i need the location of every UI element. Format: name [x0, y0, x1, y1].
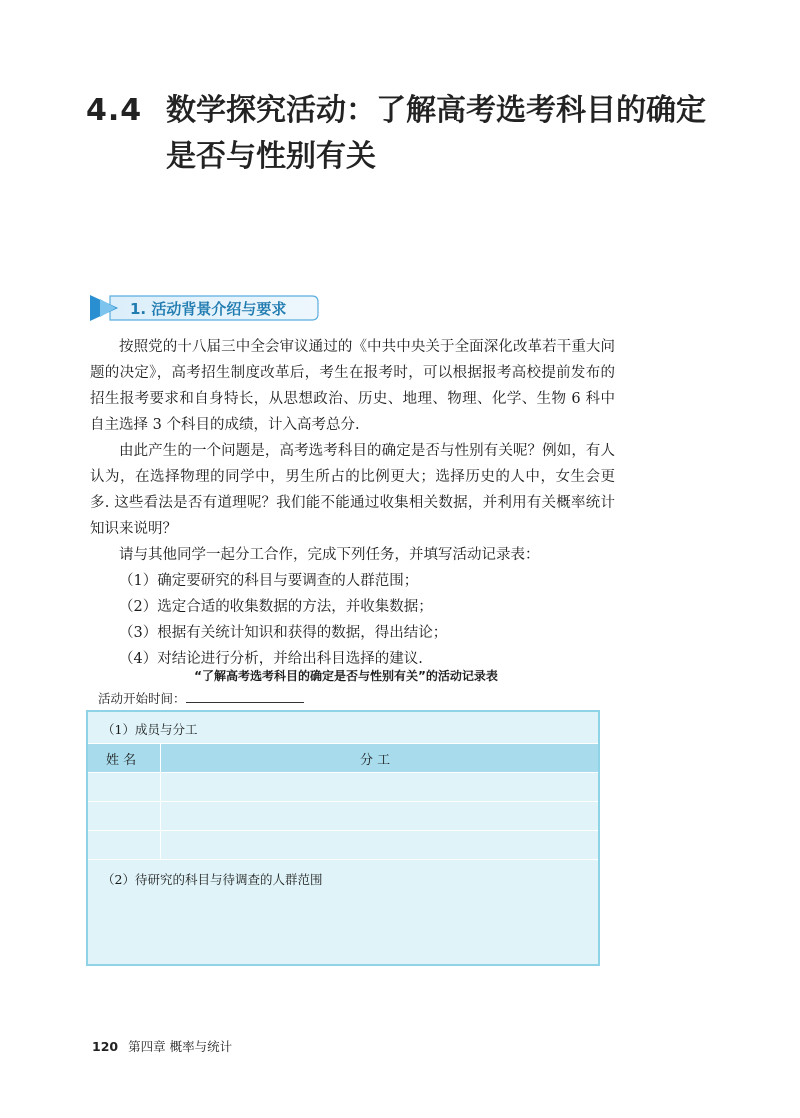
- lesson-title-line2: 是否与性别有关: [166, 139, 376, 174]
- lesson-title: [86, 88, 706, 180]
- task-item: （2）选定合适的收集数据的方法，并收集数据；: [119, 599, 433, 615]
- scope-section-label: （2）待研究的科目与待调查的人群范围: [102, 872, 323, 887]
- body-text: [90, 334, 615, 672]
- paragraph: 请与其他同学一起分工合作，完成下列任务，并填写活动记录表：: [119, 547, 540, 563]
- activity-record-table: [86, 710, 600, 966]
- table-row[interactable]: [88, 772, 598, 802]
- lesson-title-line1: 数学探究活动：了解高考选考科目的确定: [166, 93, 706, 128]
- task-column-header: 分 工: [360, 753, 391, 768]
- paragraph: 由此产生的一个问题是，高考选考科目的确定是否与性别有关呢？例如，有人认为，在选择物理的同学中，男生所占的比例更大；选择历史的人中，女生会更多. 这些看法是否有道理呢？我们能不能通过收集相关数据，并利用有关概率统计知识来说明？: [90, 443, 615, 537]
- paragraph: 按照党的十八届三中全会审议通过的《中共中央关于全面深化改革若干重大问题的决定》，高考招生制度改革后，考生在报考时，可以根据报考高校提前发布的招生报考要求和自身特长，从思想政治、历史、地理、物理、化学、生物 6 科中自主选择 3 个科目的成绩，计入高考总分.: [90, 339, 615, 433]
- table-header-row: [88, 743, 598, 773]
- column-divider: [160, 743, 161, 860]
- task-item: （1）确定要研究的科目与要调查的人群范围；: [119, 573, 419, 589]
- name-column-header: 姓 名: [106, 753, 137, 768]
- task-item: （4）对结论进行分析，并给出科目选择的建议.: [119, 651, 423, 667]
- page-number: 120: [92, 1039, 119, 1054]
- start-time-label: 活动开始时间：: [98, 691, 186, 706]
- members-section-label: （1）成员与分工: [102, 722, 198, 737]
- table-row[interactable]: [88, 801, 598, 831]
- task-item: （3）根据有关统计知识和获得的数据，得出结论；: [119, 625, 448, 641]
- start-time: [98, 689, 304, 707]
- table-row[interactable]: [88, 830, 598, 860]
- page-footer: [92, 1037, 232, 1055]
- table-caption: “了解高考选考科目的确定是否与性别有关”的活动记录表: [194, 669, 498, 683]
- lesson-number: 4.4: [86, 93, 143, 128]
- start-time-blank[interactable]: [186, 690, 304, 703]
- section-banner: [88, 292, 320, 324]
- chapter-label: 第四章 概率与统计: [128, 1039, 233, 1054]
- section-label: 1. 活动背景介绍与要求: [130, 300, 287, 318]
